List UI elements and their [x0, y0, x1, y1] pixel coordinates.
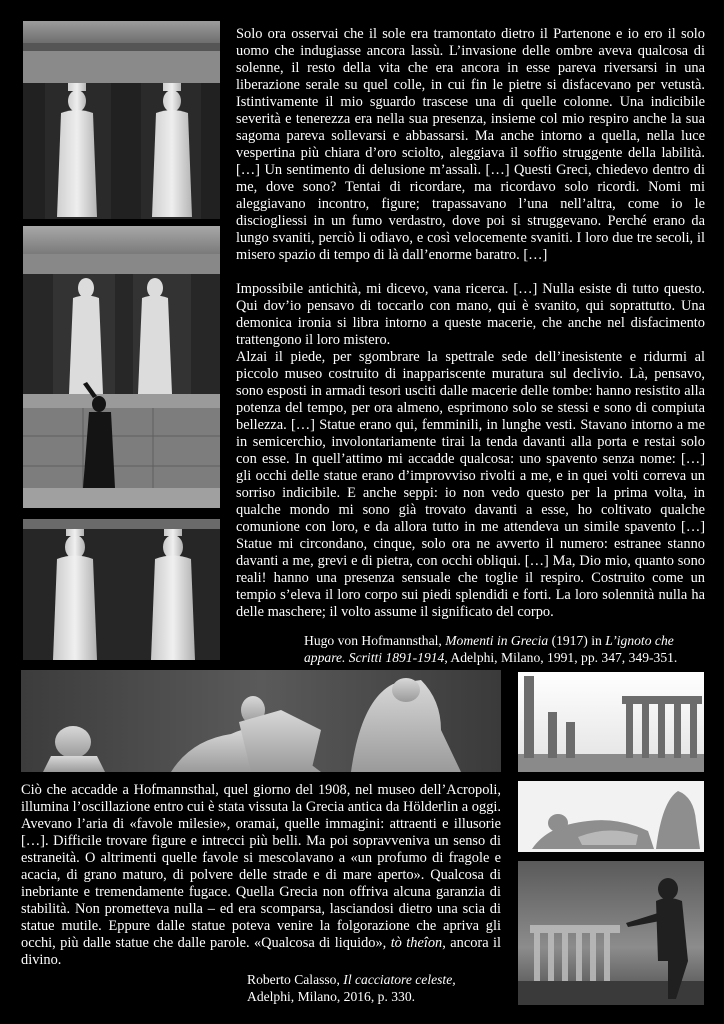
quote-paragraph-2: Impossibile antichità, mi dicevo, vana ricerca. […] Nulla esiste di tutto questo. Qui dov’io pensavo di toccarlo con mano, qui è svanito, qui soprattutto. Una demonica ironia si libra intorno a queste macerie, che anche nel disfacimento trattengono il loro mistero. — [236, 281, 705, 348]
citation-author: Roberto Calasso, — [247, 972, 340, 987]
commentary-text-end: , ancora il divino. — [21, 935, 501, 968]
citation-author: Hugo von Hofmannsthal, — [304, 633, 442, 648]
caryatids-with-woman-photo — [23, 226, 220, 508]
citation-publisher: Adelphi, Milano, 2016, p. 330. — [247, 989, 416, 1004]
citation-year: (1917) in — [551, 633, 602, 648]
citation-book: Il cacciatore celeste, — [343, 972, 456, 987]
commentary-text-main: Ciò che accadde a Hofmannsthal, quel giorno del 1908, nel museo dell’Acropoli, illumina l’oscillazione entro cui è stata vissuta la Grecia antica da Hölderlin a oggi. Avevano l’aria di «favole milesie», oramai, quelle immagini: attraenti e illusorie […]. Difficile trovare figure e intrecci più belli. Ma poi sopravveniva un senso di estraneità. O altrimenti quelle favole si mescolavano a «un profumo di fragole e acacia, di grano maturo, di polvere delle strade e di mare aperto». Qualcosa di inebriante e tremendamente fugace. Quella Grecia non offriva alcuna garanzia di stabilità. Non prometteva nulla – ed era scomparsa, lasciandosi dietro una scia di statue mutile. Eppure dalle statue poteva venire la folgorazione che apriva gli occhi, più dalle statue che dalle parole. «Qualcosa di liquido», — [21, 782, 501, 951]
citation-publisher: , Adelphi, Milano, 1991, pp. 347, 349-351. — [444, 650, 678, 665]
caryatids-photo-top — [23, 21, 220, 219]
quote-paragraph-1: Solo ora osservai che il sole era tramontato dietro il Partenone e io ero il solo uomo che indugiasse ancora lassù. L’invasione delle ombre aveva qualcosa di solenne, il resto della vita che era ancora in esse pareva riversarsi in una liberazione serale su quel colle, in cui fin le pietre si disfacevano per vetustà. Istintivamente il mio sguardo trascese una di quelle colonne. Una indicibile severità e tenerezza era nella sua presenza, insieme col mio respiro anche la sua sagoma pareva sollevarsi e abbassarsi. Ma anche intorno a quella, nella luce vespertina più chiara d’oro sciolto, aleggiava il soffio struggente della labilità. […] Un sentimento di delusione m’assalì. […] Questi Greci, chiedevo dentro di me, dove sono? Tentai di ricordare, ma ricordavo solo ricordi. Nomi mi aleggiavano incontro, figure; trapassavano l’una nell’altra, come io le disciogliessi in un fumo verdastro, dove poi si struggevano. Perché erano da lungo svaniti, perciò li odiavo, e così velocemente svaniti. I loro due tre secoli, il misero spazio di tempo di là dall’enorme baratro. […] — [236, 26, 705, 263]
commentary-paragraph — [21, 782, 501, 969]
reclining-statue-photo — [518, 781, 704, 852]
commentary-italic-term: tò theîon — [390, 935, 443, 951]
calasso-commentary — [21, 782, 501, 969]
quote-paragraph-3: Alzai il piede, per sgombrare la spettrale sede dell’inesistente e ridurmi al piccolo museo costruito di inappariscente muratura sul declivio. Là, pensavo, sono esposti in armadi tesori usciti dalle macerie delle tombe: hanno resistito alla potenza del tempo, per ora almeno, esprimono solo se stessi e sono di compiuta bellezza. […] Statue erano qui, femminili, in lunghe vesti. Stavano intorno a me in semicerchio, involontariamente tirai la tenda davanti alla porta e restai solo con esse. In quell’attimo mi accadde qualcosa: uno spavento senza nome: […] gli occhi delle statue erano d’improvviso rivolti a me, e in quei volti correva un sorriso indicibile. E anche seppi: io non vedo questo per la prima volta, in qualche mondo mi sono già trovato davanti a esse, ho coltivato qualche comunione con loro, e da allora tutto in me attendeva un simile spavento […] Statue mi circondano, cinque, solo ora ne avverto il numero: estranee stanno davanti a me, grevi e di pietra, con occhi obliqui. […] Ma, Dio mio, quanto sono reali! hanno una presenza sensuale che toglie il respiro. Costruito come un tempio s’eleva il loro corpo sui piedi splendidi e forti. La loro solennità nulla ha delle maschere; il volto assume il significato del corpo. — [236, 349, 705, 620]
citation-book: L’ignoto che appare. Scritti 1891-1914 — [304, 633, 674, 665]
pediment-sculptures-photo — [21, 670, 501, 772]
temple-ruins-photo — [518, 672, 704, 772]
statue-ruins-collage-photo — [518, 861, 704, 1005]
caryatids-photo-bottom — [23, 519, 220, 660]
citation-work: Momenti in Grecia — [445, 633, 549, 648]
calasso-citation — [247, 971, 507, 1005]
hofmannsthal-citation — [304, 632, 709, 666]
hofmannsthal-quote — [236, 26, 705, 621]
